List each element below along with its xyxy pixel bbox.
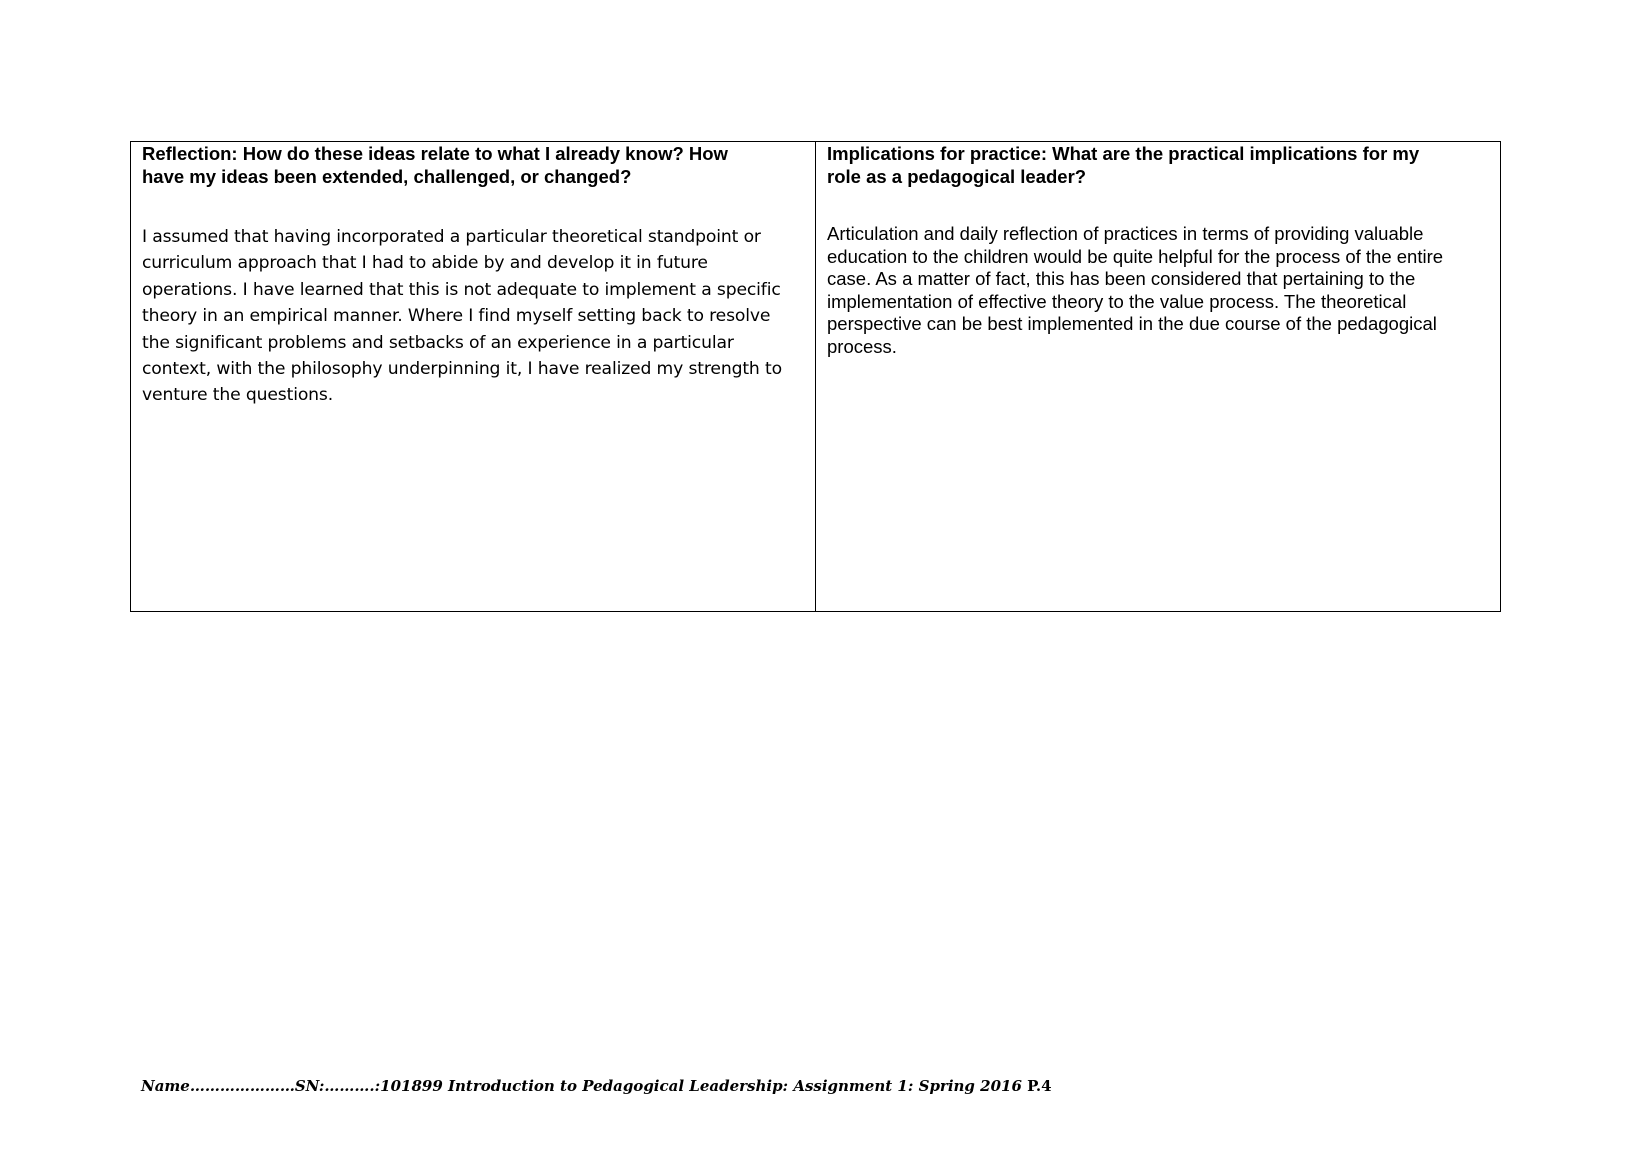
reflection-heading: Reflection: How do these ideas relate to what I already know? How have my ideas been extended, challenged, or changed?: [142, 143, 728, 187]
footer-text: Name…………………SN:……….:101899 Introduction to Pedagogical Leadership: Assignment 1: Spring 2016: [141, 1077, 1022, 1095]
implications-heading: Implications for practice: What are the practical implications for my role as a pedagogical leader?: [827, 143, 1420, 187]
page-footer: [141, 1077, 1052, 1095]
reflection-body: I assumed that having incorporated a particular theoretical standpoint or curriculum approach that I had to abide by and develop it in future operations. I have learned that this is not adequate to implement a specific theory in an empirical manner. Where I find myself setting back to resolve the significant problems and setbacks of an experience in a particular context, with the philosophy underpinning it, I have realized my strength to venture the questions.: [142, 227, 782, 406]
reflection-table: [130, 141, 1501, 612]
implications-cell: [816, 142, 1500, 611]
page-number: P.4: [1027, 1077, 1052, 1095]
implications-body: Articulation and daily reflection of practices in terms of providing valuable education to the children would be quite helpful for the process of the entire case. As a matter of fact, this has been considered that pertaining to the implementation of effective theory to the value process. The theoretical perspective can be best implemented in the due course of the pedagogical process.: [827, 223, 1444, 357]
reflection-cell: [131, 142, 816, 611]
